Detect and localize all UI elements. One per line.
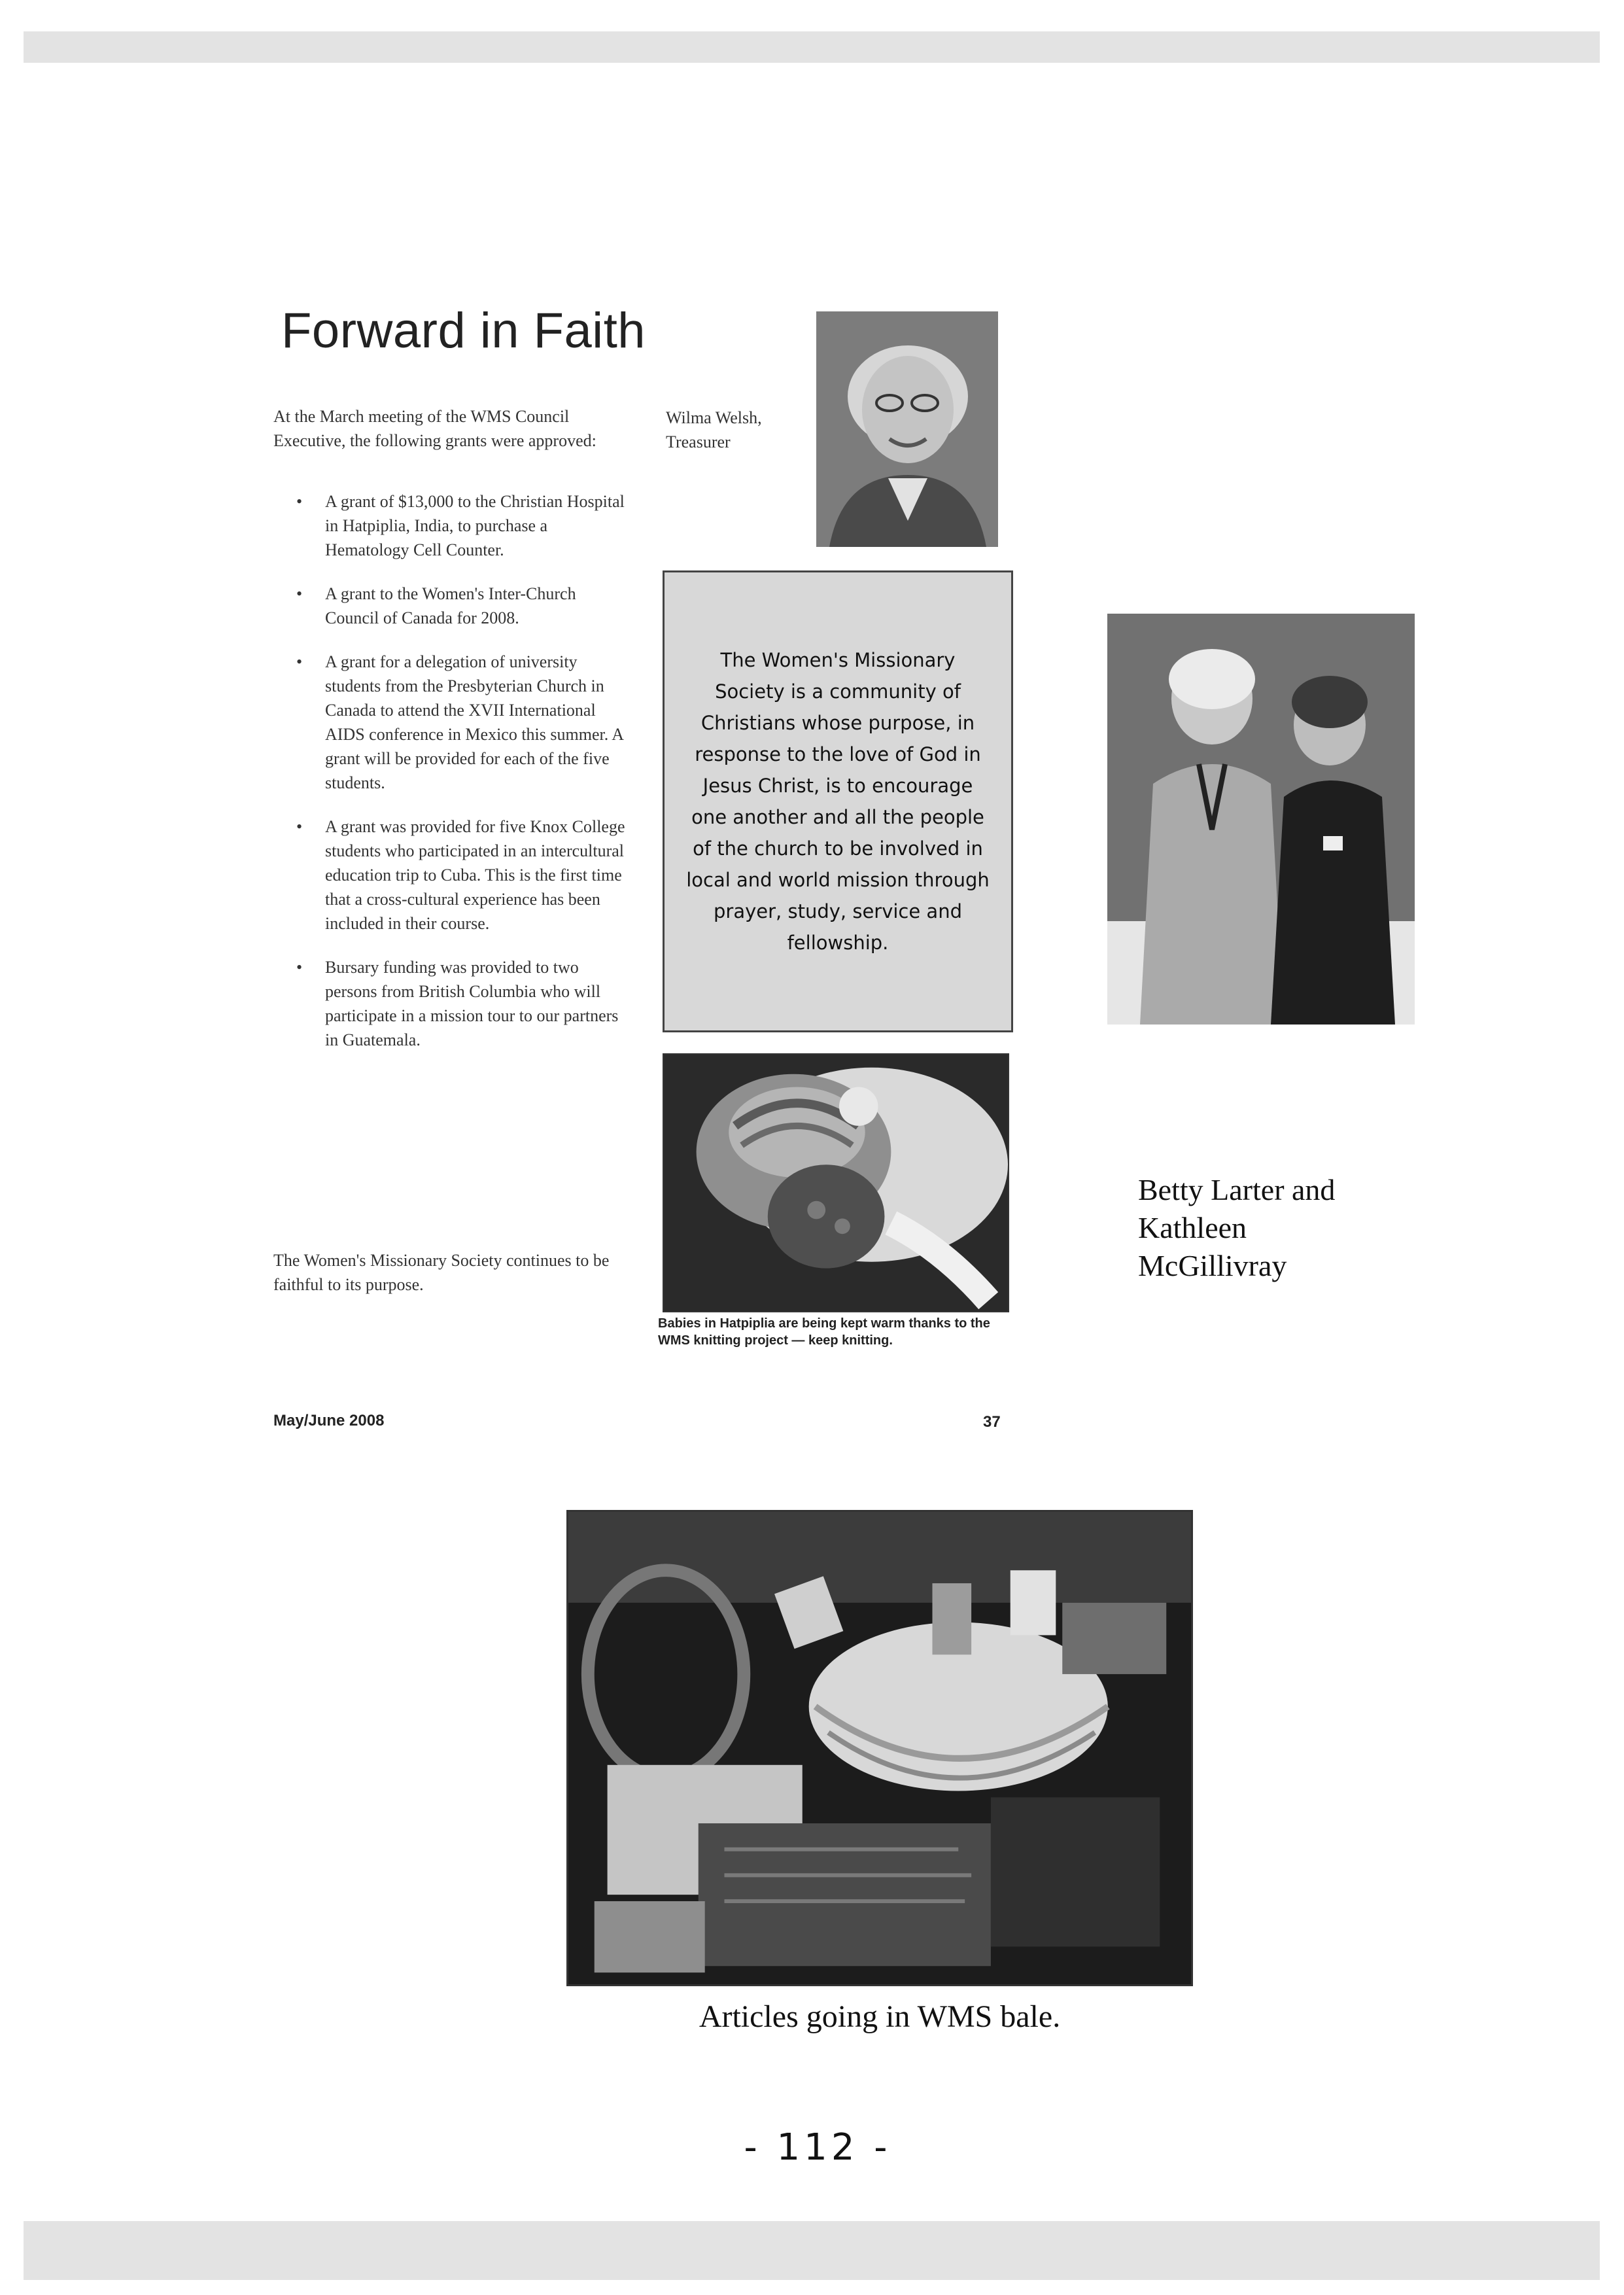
scan-top-edge: [24, 31, 1600, 63]
grant-item: • A grant was provided for five Knox College students who participated in an intercultural education trip to Cuba. This is the first time that a cross-cultural experience has been included in their course.: [291, 815, 631, 936]
treasurer-name: Wilma Welsh,: [666, 408, 762, 427]
bale-articles-photo: [566, 1510, 1193, 1986]
grant-list: [291, 489, 631, 1072]
treasurer-role: Treasurer: [666, 432, 731, 451]
bale-photo-caption: Articles going in WMS bale.: [699, 1999, 1061, 2034]
article-intro: At the March meeting of the WMS Council Executive, the following grants were approved:: [273, 407, 596, 450]
handwritten-page-number: - 112 -: [744, 2126, 891, 2169]
footer-issue-date: May/June 2008: [273, 1412, 385, 1429]
grant-item: • Bursary funding was provided to two persons from British Columbia who will participate in a mission tour to our partners in Guatemala.: [291, 955, 631, 1052]
two-women-photo-caption: Betty Larter and Kathleen McGillivray: [1138, 1173, 1336, 1282]
footer-page-number: 37: [983, 1413, 1001, 1431]
article-title: Forward in Faith: [281, 303, 646, 359]
two-women-photo: [1107, 614, 1415, 1025]
babies-photo-caption: Babies in Hatpiplia are being kept warm thanks to the WMS knitting project — keep knitting.: [658, 1316, 990, 1348]
treasurer-caption: [666, 406, 797, 454]
mission-statement-box: [663, 570, 1013, 1032]
babies-photo: [663, 1053, 1009, 1312]
grant-item: • A grant for a delegation of university students from the Presbyterian Church in Canada to attend the XVII International AIDS conference in Mexico this summer. A grant will be provided for each of the five students.: [291, 650, 631, 795]
grant-item: • A grant of $13,000 to the Christian Hospital in Hatpiplia, India, to purchase a Hematology Cell Counter.: [291, 489, 631, 562]
treasurer-portrait-photo: [816, 311, 998, 547]
scan-bottom-edge: [24, 2221, 1600, 2280]
grant-item: • A grant to the Women's Inter-Church Council of Canada for 2008.: [291, 582, 631, 630]
article-closing: The Women's Missionary Society continues to be faithful to its purpose.: [273, 1251, 610, 1294]
mission-statement-text: The Women's Missionary Society is a community of Christians whose purpose, in response to the love of God in Jesus Christ, is to encourage one another and all the people of the church to be involved in local and world mission through prayer, study, service and fellowship.: [686, 649, 990, 954]
